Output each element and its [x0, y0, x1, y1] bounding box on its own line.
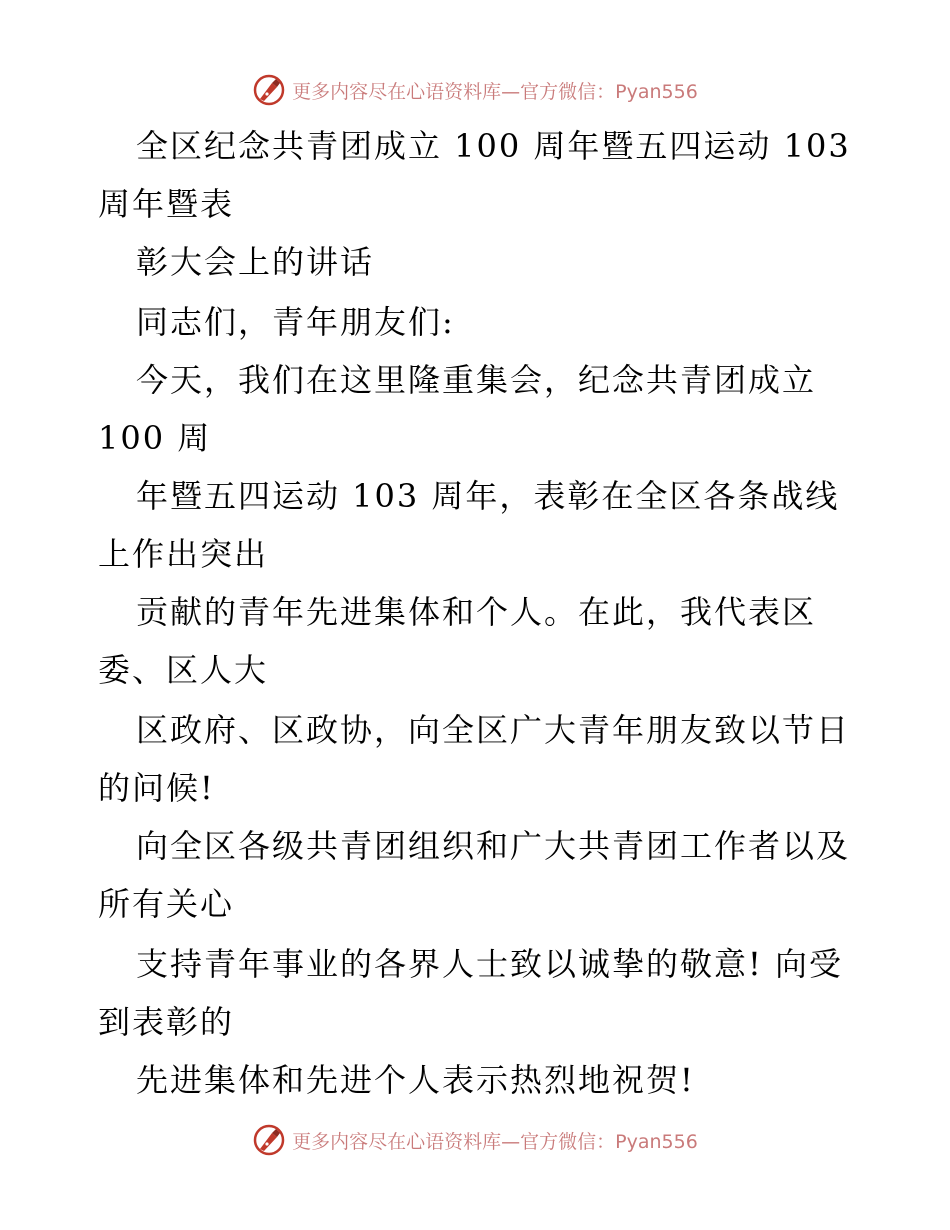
- watermark-text: 更多内容尽在心语资料库—官方微信：Pyan556: [292, 80, 698, 103]
- text-line: 先进集体和先进个人表示热烈地祝贺!: [136, 1061, 695, 1099]
- text-line: 彰大会上的讲话: [136, 243, 375, 281]
- text-line: 区政府、区政协，向全区广大青年朋友致以节日: [136, 711, 851, 749]
- text-line: 贡献的青年先进集体和个人。在此，我代表区: [136, 593, 817, 631]
- fountain-pen-logo-icon: [252, 73, 286, 107]
- text-line: 年暨五四运动 103 周年，表彰在全区各条战线: [136, 477, 840, 515]
- fountain-pen-logo-icon: [252, 1123, 286, 1157]
- text-line: 上作出突出: [98, 535, 269, 573]
- watermark-text: 更多内容尽在心语资料库—官方微信：Pyan556: [292, 1130, 698, 1153]
- text-line: 同志们，青年朋友们:: [136, 303, 455, 341]
- text-line: 周年暨表: [98, 185, 235, 223]
- text-line: 到表彰的: [98, 1003, 235, 1041]
- text-line: 向全区各级共青团组织和广大共青团工作者以及: [136, 827, 851, 865]
- text-line: 100 周: [98, 419, 212, 457]
- header-watermark: [0, 70, 950, 110]
- text-line: 今天，我们在这里隆重集会，纪念共青团成立: [136, 361, 817, 399]
- text-line: 的问候!: [98, 769, 215, 807]
- text-line: 所有关心: [98, 885, 235, 923]
- text-line: 支持青年事业的各界人士致以诚挚的敬意! 向受: [136, 945, 844, 983]
- text-line: 委、区人大: [98, 651, 269, 689]
- text-line: 全区纪念共青团成立 100 周年暨五四运动 103: [136, 127, 851, 165]
- footer-watermark: [0, 1120, 950, 1160]
